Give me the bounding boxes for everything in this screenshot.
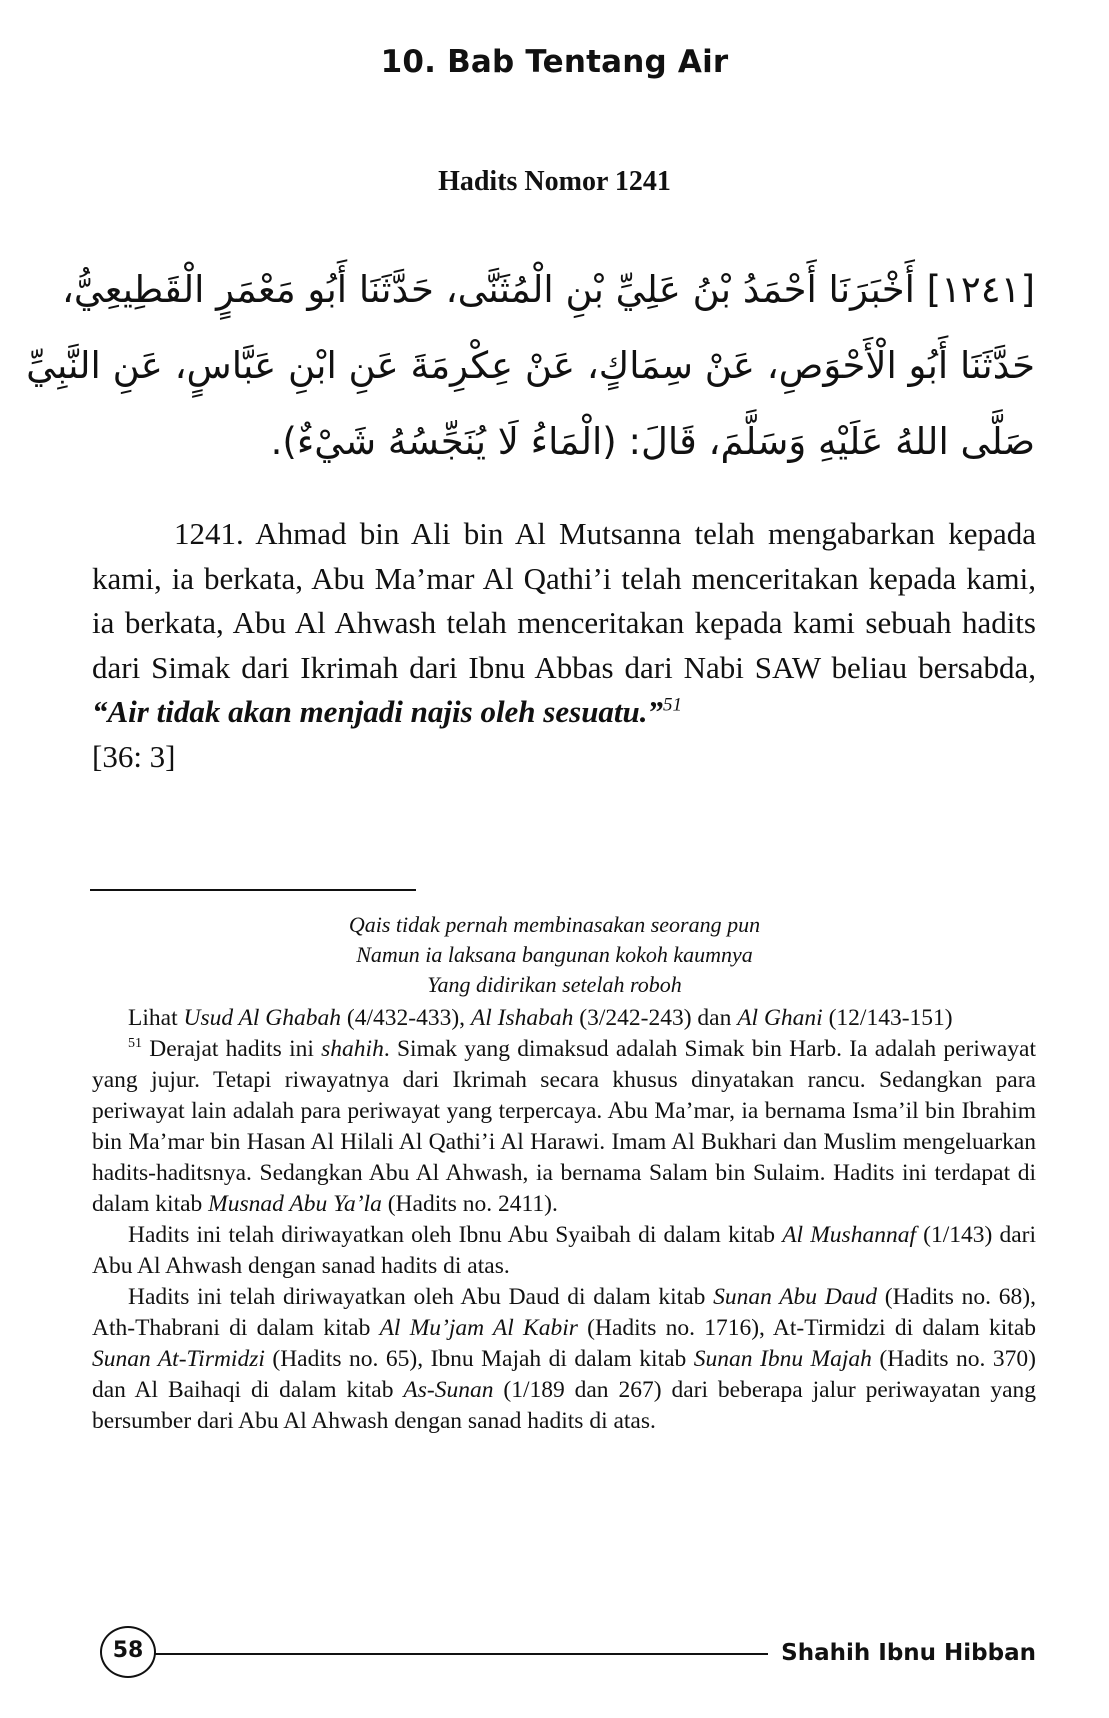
poem-line-3: Yang didirikan setelah roboh — [427, 972, 682, 997]
fn-text: (Hadits no. 370) dan Al Baihaqi di dalam kitab — [92, 1346, 1036, 1403]
footnote-number: 51 — [128, 1036, 142, 1052]
fn-text: (12/143-151) — [822, 1005, 953, 1031]
footnote-reference: 51 — [663, 694, 683, 716]
footnote-paragraph-3 — [92, 1220, 1036, 1282]
fn-book-title: Sunan Abu Daud — [713, 1284, 878, 1310]
footer-book-title: Shahih Ibnu Hibban — [781, 1640, 1036, 1666]
footnote-paragraph-4 — [92, 1282, 1036, 1437]
fn-book-title: Al Ishabah — [470, 1005, 574, 1031]
fn-text: (4/432-433), — [341, 1005, 471, 1031]
fn-text: (Hadits no. 2411). — [381, 1191, 558, 1217]
poem-verse — [0, 910, 1109, 1000]
fn-book-title: Usud Al Ghabah — [183, 1005, 342, 1031]
fn-book-title: Al Mu’jam Al Kabir — [379, 1315, 578, 1341]
poem-line-1: Qais tidak pernah membinasakan seorang pun — [348, 912, 761, 937]
arabic-hadith-text — [26, 252, 1035, 480]
arabic-line-2: حَدَّثَنَا أَبُو الْأَحْوَصِ، عَنْ سِمَاكٍ، عَنْ عِكْرِمَةَ عَنِ ابْنِ عَبَّاسٍ، عَنِ النَّبِيِّ — [26, 344, 1035, 387]
poem-line-2: Namun ia laksana bangunan kokoh kaumnya — [356, 942, 753, 967]
hadith-quote: “Air tidak akan menjadi najis oleh sesuatu.” — [92, 694, 664, 729]
translation-text: 1241. Ahmad bin Ali bin Al Mutsanna telah mengabarkan kepada kami, ia berkata, Abu Ma’mar Al Qathi’i telah menceritakan kepada kami, ia berkata, Abu Al Ahwash telah menceritakan kepada kami sebuah hadits dari Simak dari Ikrimah dari Ibnu Abbas dari Nabi SAW beliau bersabda, — [92, 516, 1036, 685]
footnote-paragraph-51 — [92, 1034, 1036, 1220]
arabic-line-1: [١٢٤١] أَخْبَرَنَا أَحْمَدُ بْنُ عَلِيِّ بْنِ الْمُثَنَّى، حَدَّثَنَا أَبُو مَعْمَرٍ الْقَطِيعِيُّ، — [61, 268, 1035, 311]
fn-book-title: Al Ghani — [737, 1005, 823, 1031]
fn-text: . Simak yang dimaksud adalah Simak bin Harb. Ia adalah periwayat yang jujur. Tetapi riwayatnya dari Ikrimah secara khusus dinyatakan rancu. Sedangkan para periwayat lain adalah para periwayat yang terpercaya. Abu Ma’mar, ia bernama Isma’il bin Ibrahim bin Ma’mar bin Hasan Al Hilali Al Qathi’i Al Harawi. Imam Al Bukhari dan Muslim mengeluarkan hadits-haditsnya. Sedangkan Abu Al Ahwash, ia bernama Salam bin Sulaim. Hadits ini terdapat di dalam kitab — [92, 1036, 1036, 1217]
hadith-reference: [36: 3] — [92, 738, 176, 774]
fn-text: Derajat hadits ini — [142, 1036, 322, 1062]
page-number: 58 — [100, 1626, 156, 1678]
fn-text: (Hadits no. 1716), At-Tirmidzi di dalam kitab — [577, 1315, 1037, 1341]
footer-rule — [150, 1653, 768, 1655]
chapter-title: 10. Bab Tentang Air — [380, 44, 729, 80]
fn-book-title: Musnad Abu Ya’la — [208, 1191, 382, 1217]
fn-text: Hadits ini telah diriwayatkan oleh Abu Daud di dalam kitab — [128, 1284, 714, 1310]
fn-text: (1/189 dan 267) dari beberapa jalur periwayatan yang bersumber dari Abu Al Ahwash dengan sanad hadits di atas. — [92, 1377, 1036, 1434]
hadith-translation — [92, 512, 1036, 779]
hadith-heading: Hadits Nomor 1241 — [438, 166, 671, 197]
footnotes — [92, 1003, 1036, 1437]
fn-text: (Hadits no. 68), Ath-Thabrani di dalam kitab — [92, 1284, 1036, 1341]
footnote-separator — [90, 889, 416, 891]
fn-text: (1/143) dari Abu Al Ahwash dengan sanad hadits di atas. — [92, 1222, 1036, 1279]
fn-text: (Hadits no. 65), Ibnu Majah di dalam kitab — [264, 1346, 694, 1372]
fn-book-title: Sunan Ibnu Majah — [693, 1346, 872, 1372]
fn-book-title: As-Sunan — [403, 1377, 494, 1403]
fn-book-title: Sunan At-Tirmidzi — [92, 1346, 265, 1372]
fn-text: Hadits ini telah diriwayatkan oleh Ibnu Abu Syaibah di dalam kitab — [128, 1222, 783, 1248]
fn-book-title: Al Mushannaf — [782, 1222, 916, 1248]
fn-emphasis: shahih — [321, 1036, 384, 1062]
fn-text: Lihat — [128, 1005, 184, 1031]
footnote-paragraph-1 — [92, 1003, 1036, 1034]
arabic-line-3: صَلَّى اللهُ عَلَيْهِ وَسَلَّمَ، قَالَ: (الْمَاءُ لَا يُنَجِّسُهُ شَيْءٌ). — [270, 420, 1035, 463]
fn-text: (3/242-243) dan — [573, 1005, 738, 1031]
